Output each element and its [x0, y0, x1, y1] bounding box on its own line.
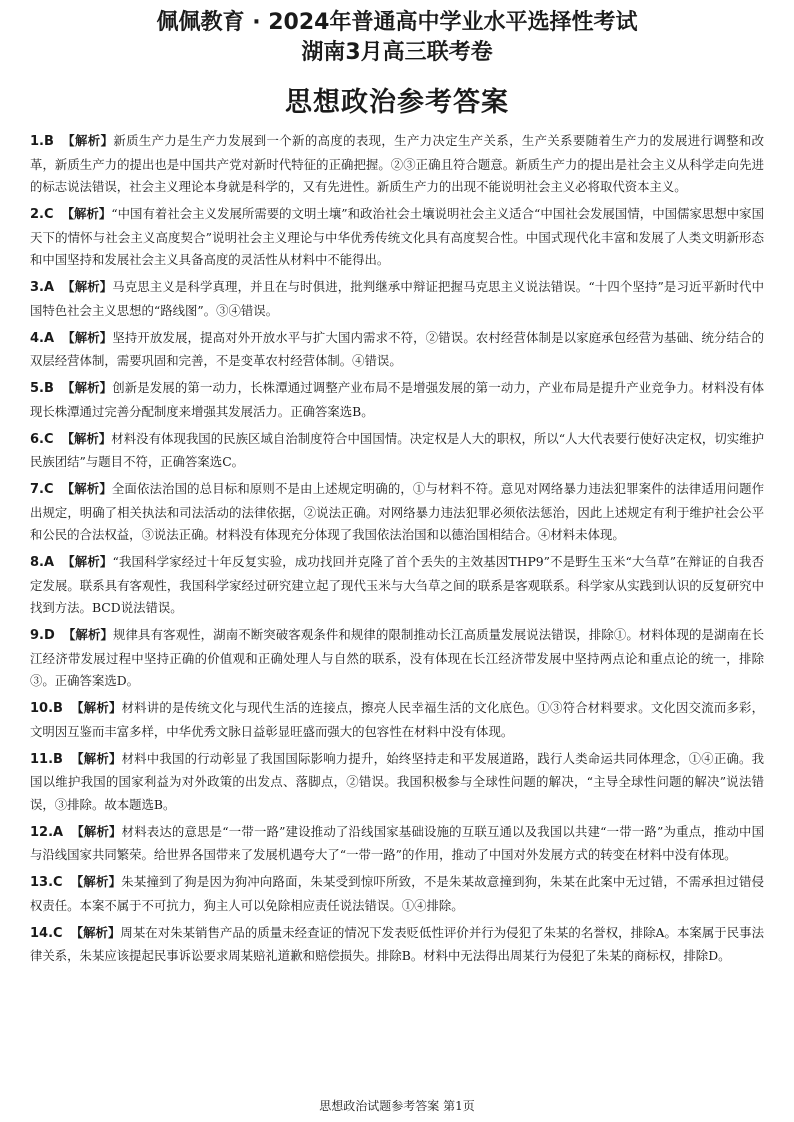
analysis-text: 材料讲的是传统文化与现代生活的连接点，擦亮人民幸福生活的文化底色。①③符合材料要求。文化因交流而多彩，文明因互鉴而丰富多样，中华优秀文脉日益彰显旺盛而强大的包容性在材料中没有体现。: [30, 700, 765, 739]
answer-letter: A: [43, 330, 55, 346]
analysis-text: 马克思主义是科学真理，并且在与时俱进，批判继承中辩证把握马克思主义说法错误。“十四个坚持”是习近平新时代中国特色社会主义思想的“路线图”。③④错误。: [30, 279, 764, 318]
question-number: 7.: [30, 482, 44, 497]
answer-letter: B: [53, 701, 63, 716]
analysis-tag: 【解析】: [61, 133, 114, 148]
answer-letter: C: [43, 431, 54, 447]
question-number: 4.: [30, 330, 44, 346]
answer-letter: B: [43, 134, 54, 149]
analysis-text: 创新是发展的第一动力，长株潭通过调整产业布局不是增强发展的第一动力，产业布局是提升产业竞争力。材料没有体现长株潭通过完善分配制度来增强其发展活力。正确答案选B。: [30, 380, 764, 419]
question-number: 1.: [30, 134, 44, 149]
exam-header-line2: 湖南3月高三联考卷: [301, 40, 493, 65]
analysis-tag: 【解析】: [70, 750, 122, 766]
analysis-text: 规律具有客观性，湖南不断突破客观条件和规律的限制推动长江高质量发展说法错误，排除①。材料体现的是湖南在长江经济带发展过程中坚持正确的价值观和正确处理人与自然的联系，没有体现在长江经济带发展中坚持两点论和重点论的统一，排除③。正确答案选D。: [30, 627, 764, 688]
analysis-tag: 【解析】: [62, 627, 113, 642]
analysis-tag: 【解析】: [61, 430, 112, 446]
analysis-tag: 【解析】: [61, 481, 112, 496]
analysis-text: 坚持开放发展，提高对外开放水平与扩大国内需求不符，②错误。农村经营体制是以家庭承包经营为基础、统分结合的双层经营体制，需要巩固和完善，不是变革农村经营体制。④错误。: [30, 329, 765, 368]
answer-item: [30, 130, 764, 199]
question-number: 9.: [30, 628, 44, 643]
analysis-text: 材料没有体现我国的民族区域自治制度符合中国国情。决定权是人大的职权，所以“人大代表要行使好决定权，切实维护民族团结”与题目不符，正确答案选C。: [30, 430, 764, 469]
answer-item: [30, 697, 764, 743]
answer-item: [30, 203, 764, 272]
question-number: 10.: [30, 701, 54, 716]
analysis-text: “中国有着社会主义发展所需要的文明土壤”和政治社会土壤说明社会主义适合“中国社会发展国情，中国儒家思想中家国天下的情怀与社会主义高度契合”说明社会主义理论与中华优秀传统文化具有高度契合性。中国式现代化丰富和发展了人类文明新形态和中国坚持和发展社会主义具备高度的灵活性从材料中不能得出。: [30, 206, 764, 267]
analysis-tag: 【解析】: [70, 700, 122, 715]
answer-letter: C: [53, 925, 63, 941]
page-footer: 思想政治试题参考答案 第1页: [319, 1099, 475, 1113]
analysis-tag: 【解析】: [62, 329, 113, 345]
question-number: 6.: [30, 431, 44, 447]
answer-item: [30, 748, 764, 817]
question-number: 12.: [30, 824, 54, 840]
analysis-tag: 【解析】: [70, 874, 122, 889]
answer-letter: A: [43, 555, 55, 570]
answer-letter: C: [43, 482, 54, 497]
analysis-tag: 【解析】: [61, 380, 113, 395]
question-number: 2.: [30, 207, 44, 222]
answer-item: [30, 871, 764, 917]
analysis-tag: 【解析】: [62, 279, 113, 294]
question-number: 3.: [30, 280, 44, 295]
analysis-text: 新质生产力是生产力发展到一个新的高度的表现，生产力决定生产关系，生产关系要随着生产力的发展进行调整和改革，新质生产力的提出也是中国共产党对新时代特征的正确把握。②③正确且符合题意。新质生产力的提出是社会主义从科学走向先进的标志说法错误，社会主义理论本身就是科学的，又有先进性。新质生产力的出现不能说明社会主义必将取代资本主义。: [30, 133, 765, 194]
analysis-text: 材料表达的意思是“一带一路”建设推动了沿线国家基础设施的互联互通以及我国以共建“一带一路”为重点，推动中国与沿线国家共同繁荣。给世界各国带来了发展机遇夸大了“一带一路”的作用，推动了中国对外发展方式的转变在材料中没有体现。: [30, 823, 764, 862]
answer-item: [30, 551, 764, 620]
exam-header-line1: 佩佩教育 · 2024年普通高中学业水平选择性考试: [156, 10, 638, 35]
answer-item: [30, 478, 764, 547]
analysis-text: 材料中我国的行动彰显了我国国际影响力提升，始终坚持走和平发展道路，践行人类命运共同体理念，①④正确。我国以维护我国的国家利益为对外政策的出发点、落脚点，②错误。我国积极参与全球性问题的解决，“主导全球性问题的解决”说法错误，③排除。故本题选B。: [30, 750, 765, 812]
answer-letter: C: [43, 207, 54, 222]
analysis-tag: 【解析】: [71, 823, 122, 839]
answer-item: [30, 377, 764, 423]
analysis-text: 周某在对朱某销售产品的质量未经查证的情况下发表贬低性评价并行为侵犯了朱某的名誉权，排除A。本案属于民事法律关系，朱某应该提起民事诉讼要求周某赔礼道歉和赔偿损失。排除B。材料中无法得出周某行为侵犯了朱某的商标权，排除D。: [30, 924, 765, 963]
answer-letter: B: [53, 751, 63, 767]
answer-item: [30, 922, 764, 968]
question-number: 13.: [30, 875, 54, 890]
answer-letter: C: [53, 875, 63, 890]
answer-item: [30, 327, 764, 373]
page-title: 思想政治参考答案: [285, 87, 509, 118]
answer-letter: D: [43, 628, 55, 643]
answer-letter: B: [43, 381, 54, 396]
answer-letter: A: [53, 824, 64, 840]
analysis-tag: 【解析】: [62, 554, 113, 569]
question-number: 14.: [30, 925, 54, 941]
question-number: 11.: [30, 751, 54, 767]
analysis-text: “我国科学家经过十年反复实验，成功找回并克隆了首个丢失的主效基因THP9”不是野生玉米“大刍草”在辩证的自我否定发展。联系具有客观性，我国科学家经过研究建立起了现代玉米与大刍草之间的联系是客观联系。科学家从实践到认识的反复研究中找到方法。BCD说法错误。: [30, 554, 764, 615]
analysis-tag: 【解析】: [61, 206, 112, 221]
question-number: 5.: [30, 381, 44, 396]
analysis-tag: 【解析】: [70, 924, 121, 940]
analysis-text: 全面依法治国的总目标和原则不是由上述规定明确的，①与材料不符。意见对网络暴力违法犯罪案件的法律适用问题作出规定，明确了相关执法和司法活动的法律依据，②说法正确。对网络暴力违法犯罪必须依法惩治，因此上述规定有利于维护社会公平和公民的合法权益，③说法正确。材料没有体现充分体现了我国依法治国和以德治国相结合。④材料未体现。: [30, 481, 765, 542]
answer-item: [30, 276, 764, 322]
answer-list: [30, 130, 764, 968]
answer-item: [30, 821, 764, 867]
answer-letter: A: [43, 280, 55, 295]
analysis-text: 朱某撞到了狗是因为狗冲向路面，朱某受到惊吓所致，不是朱某故意撞到狗，朱某在此案中无过错，不需承担过错侵权责任。本案不属于不可抗力，狗主人可以免除相应责任说法错误。①④排除。: [30, 874, 765, 913]
question-number: 8.: [30, 555, 44, 570]
answer-item: [30, 624, 764, 693]
answer-item: [30, 428, 764, 474]
